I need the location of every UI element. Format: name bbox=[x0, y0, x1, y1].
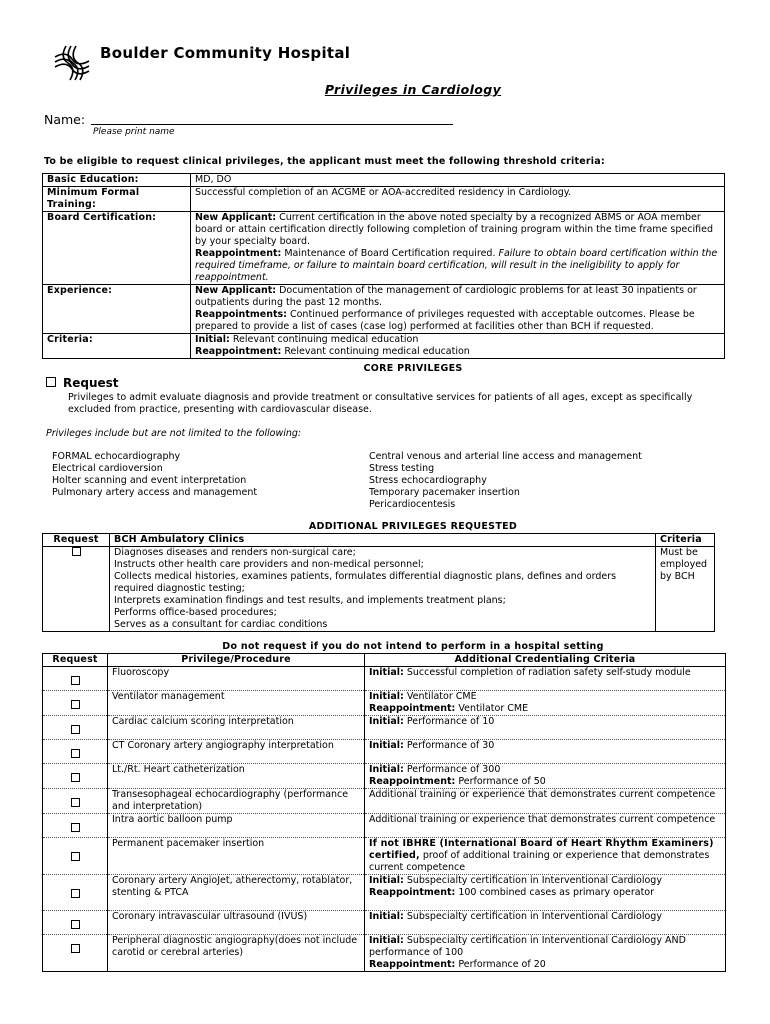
education-label: Basic Education: bbox=[43, 174, 191, 187]
hospital-logo-icon bbox=[52, 43, 92, 83]
heart-cath-checkbox[interactable] bbox=[71, 773, 80, 782]
col-clinic-header: BCH Ambulatory Clinics bbox=[110, 534, 656, 547]
ivus-checkbox[interactable] bbox=[71, 920, 80, 929]
tee-checkbox[interactable] bbox=[71, 798, 80, 807]
list-item: FORMAL echocardiography bbox=[52, 451, 181, 462]
clinic-line: Serves as a consultant for cardiac conditions bbox=[114, 619, 328, 630]
procedure-name: Coronary artery AngioJet, atherectomy, rotablator, stenting & PTCA bbox=[108, 875, 365, 911]
core-list-right bbox=[369, 451, 642, 511]
additional-privileges-heading: ADDITIONAL PRIVILEGES REQUESTED bbox=[308, 521, 518, 532]
list-item: Pulmonary artery access and management bbox=[52, 487, 258, 498]
angiojet-checkbox[interactable] bbox=[71, 889, 80, 898]
name-field[interactable] bbox=[91, 124, 453, 125]
procedure-name: Transesophageal echocardiography (performance and interpretation) bbox=[108, 789, 365, 814]
clinic-line: Instructs other health care providers and non-medical personnel; bbox=[114, 559, 424, 570]
procedure-name: Permanent pacemaker insertion bbox=[108, 838, 365, 875]
ambulatory-table bbox=[42, 533, 715, 632]
procedure-name: Fluoroscopy bbox=[108, 667, 365, 691]
request-cell bbox=[43, 547, 110, 632]
core-request-checkbox[interactable] bbox=[46, 377, 56, 387]
table-row bbox=[43, 875, 726, 911]
col-request-header: Request bbox=[43, 654, 108, 667]
training-value: Successful completion of an ACGME or AOA-accredited residency in Cardiology. bbox=[191, 187, 725, 212]
table-row bbox=[43, 814, 726, 838]
training-label: Minimum Formal Training: bbox=[43, 187, 191, 212]
table-row bbox=[43, 740, 726, 764]
page-title: Privileges in Cardiology bbox=[324, 82, 502, 97]
col-procedure-header: Privilege/Procedure bbox=[108, 654, 365, 667]
hospital-name: Boulder Community Hospital bbox=[100, 44, 351, 62]
procedure-criteria: Initial: Subspecialty certification in Interventional Cardiology Reappointment: 100 combined cases as primary operator bbox=[365, 875, 726, 911]
list-item: Temporary pacemaker insertion bbox=[369, 487, 520, 498]
hospital-setting-heading: Do not request if you do not intend to perform in a hospital setting bbox=[222, 641, 604, 652]
core-privileges-heading: CORE PRIVILEGES bbox=[363, 363, 463, 374]
core-description: Privileges to admit evaluate diagnosis and provide treatment or consultative services for patients of all ages, except as specifically excluded from practice, presenting with cardiovascular disease. bbox=[68, 392, 693, 415]
core-list-left bbox=[52, 451, 257, 499]
list-item: Stress testing bbox=[369, 463, 435, 474]
print-hint: Please print name bbox=[93, 127, 175, 137]
table-row bbox=[43, 691, 726, 716]
ambulatory-request-checkbox[interactable] bbox=[72, 547, 81, 556]
list-item: Pericardiocentesis bbox=[369, 499, 456, 510]
clinic-line: Performs office-based procedures; bbox=[114, 607, 277, 618]
col-request-header: Request bbox=[43, 534, 110, 547]
name-label: Name: bbox=[44, 112, 86, 127]
experience-value: New Applicant: Documentation of the management of cardiologic problems for at least 30 inpatients or outpatients during the past 12 months. Reappointments: Continued performance of privileges requested with acceptable outcomes. Please be prepared to provide a list of cases (case log) performed at facilities other than BCH if requested. bbox=[191, 285, 725, 334]
procedure-criteria: Initial: Performance of 10 bbox=[365, 716, 726, 740]
procedure-name: Coronary intravascular ultrasound (IVUS) bbox=[108, 911, 365, 935]
board-label: Board Certification: bbox=[43, 212, 191, 285]
procedure-criteria: Initial: Successful completion of radiation safety self-study module bbox=[365, 667, 726, 691]
procedure-name: Intra aortic balloon pump bbox=[108, 814, 365, 838]
procedure-criteria: Initial: Ventilator CME Reappointment: Ventilator CME bbox=[365, 691, 726, 716]
list-item: Holter scanning and event interpretation bbox=[52, 475, 247, 486]
list-item: Electrical cardioversion bbox=[52, 463, 163, 474]
table-row bbox=[43, 911, 726, 935]
ventilator-checkbox[interactable] bbox=[71, 700, 80, 709]
procedure-criteria: Additional training or experience that demonstrates current competence bbox=[365, 789, 726, 814]
col-criteria-header: Additional Credentialing Criteria bbox=[365, 654, 726, 667]
board-value: New Applicant: Current certification in the above noted specialty by a recognized ABMS or AOA member board or attain certification directly following completion of training program within the time frame specified by your specialty board. Reappointment: Maintenance of Board Certification required. Failure to obtain board certification within the required timeframe, or failure to maintain board certification, will result in the ineligibility to apply for reappointment. bbox=[191, 212, 725, 285]
ct-angiography-checkbox[interactable] bbox=[71, 749, 80, 758]
table-row bbox=[43, 838, 726, 875]
clinic-criteria: Must be employed by BCH bbox=[656, 547, 715, 632]
procedure-criteria: Initial: Subspecialty certification in Interventional Cardiology AND performance of 100 Reappointment: Performance of 20 bbox=[365, 935, 726, 972]
table-row bbox=[43, 789, 726, 814]
procedure-name: Peripheral diagnostic angiography(does not include carotid or cerebral arteries) bbox=[108, 935, 365, 972]
clinic-line: Collects medical histories, examines patients, formulates differential diagnostic plans, defines and orders required diagnostic testing; bbox=[114, 571, 617, 594]
core-request-label: Request bbox=[63, 376, 119, 390]
criteria-value: Initial: Relevant continuing medical education Reappointment: Relevant continuing medical education bbox=[191, 334, 725, 359]
procedures-table bbox=[42, 653, 726, 972]
clinic-description bbox=[110, 547, 656, 632]
procedure-name: Ventilator management bbox=[108, 691, 365, 716]
threshold-intro: To be eligible to request clinical privileges, the applicant must meet the following threshold criteria: bbox=[44, 156, 605, 167]
clinic-line: Diagnoses diseases and renders non-surgical care; bbox=[114, 547, 356, 558]
procedure-criteria: If not IBHRE (International Board of Heart Rhythm Examiners) certified, proof of additional training or experience that demonstrates current competence bbox=[365, 838, 726, 875]
includes-label: Privileges include but are not limited to the following: bbox=[46, 428, 302, 439]
table-row bbox=[43, 667, 726, 691]
procedure-name: Lt./Rt. Heart catheterization bbox=[108, 764, 365, 789]
fluoroscopy-checkbox[interactable] bbox=[71, 676, 80, 685]
experience-label: Experience: bbox=[43, 285, 191, 334]
table-row bbox=[43, 935, 726, 972]
list-item: Central venous and arterial line access and management bbox=[369, 451, 642, 462]
table-row bbox=[43, 716, 726, 740]
education-value: MD, DO bbox=[191, 174, 725, 187]
peripheral-angiography-checkbox[interactable] bbox=[71, 944, 80, 953]
procedure-criteria: Additional training or experience that demonstrates current competence bbox=[365, 814, 726, 838]
list-item: Stress echocardiography bbox=[369, 475, 487, 486]
procedure-name: Cardiac calcium scoring interpretation bbox=[108, 716, 365, 740]
pacemaker-checkbox[interactable] bbox=[71, 852, 80, 861]
procedure-criteria: Initial: Subspecialty certification in Interventional Cardiology bbox=[365, 911, 726, 935]
procedure-criteria: Initial: Performance of 300 Reappointment: Performance of 50 bbox=[365, 764, 726, 789]
procedure-name: CT Coronary artery angiography interpretation bbox=[108, 740, 365, 764]
clinic-line: Interprets examination findings and test results, and implements treatment plans; bbox=[114, 595, 506, 606]
iabp-checkbox[interactable] bbox=[71, 823, 80, 832]
threshold-table bbox=[42, 173, 725, 359]
criteria-label: Criteria: bbox=[43, 334, 191, 359]
col-criteria-header: Criteria bbox=[656, 534, 715, 547]
table-row bbox=[43, 764, 726, 789]
procedure-criteria: Initial: Performance of 30 bbox=[365, 740, 726, 764]
core-request bbox=[46, 376, 119, 390]
calcium-scoring-checkbox[interactable] bbox=[71, 725, 80, 734]
